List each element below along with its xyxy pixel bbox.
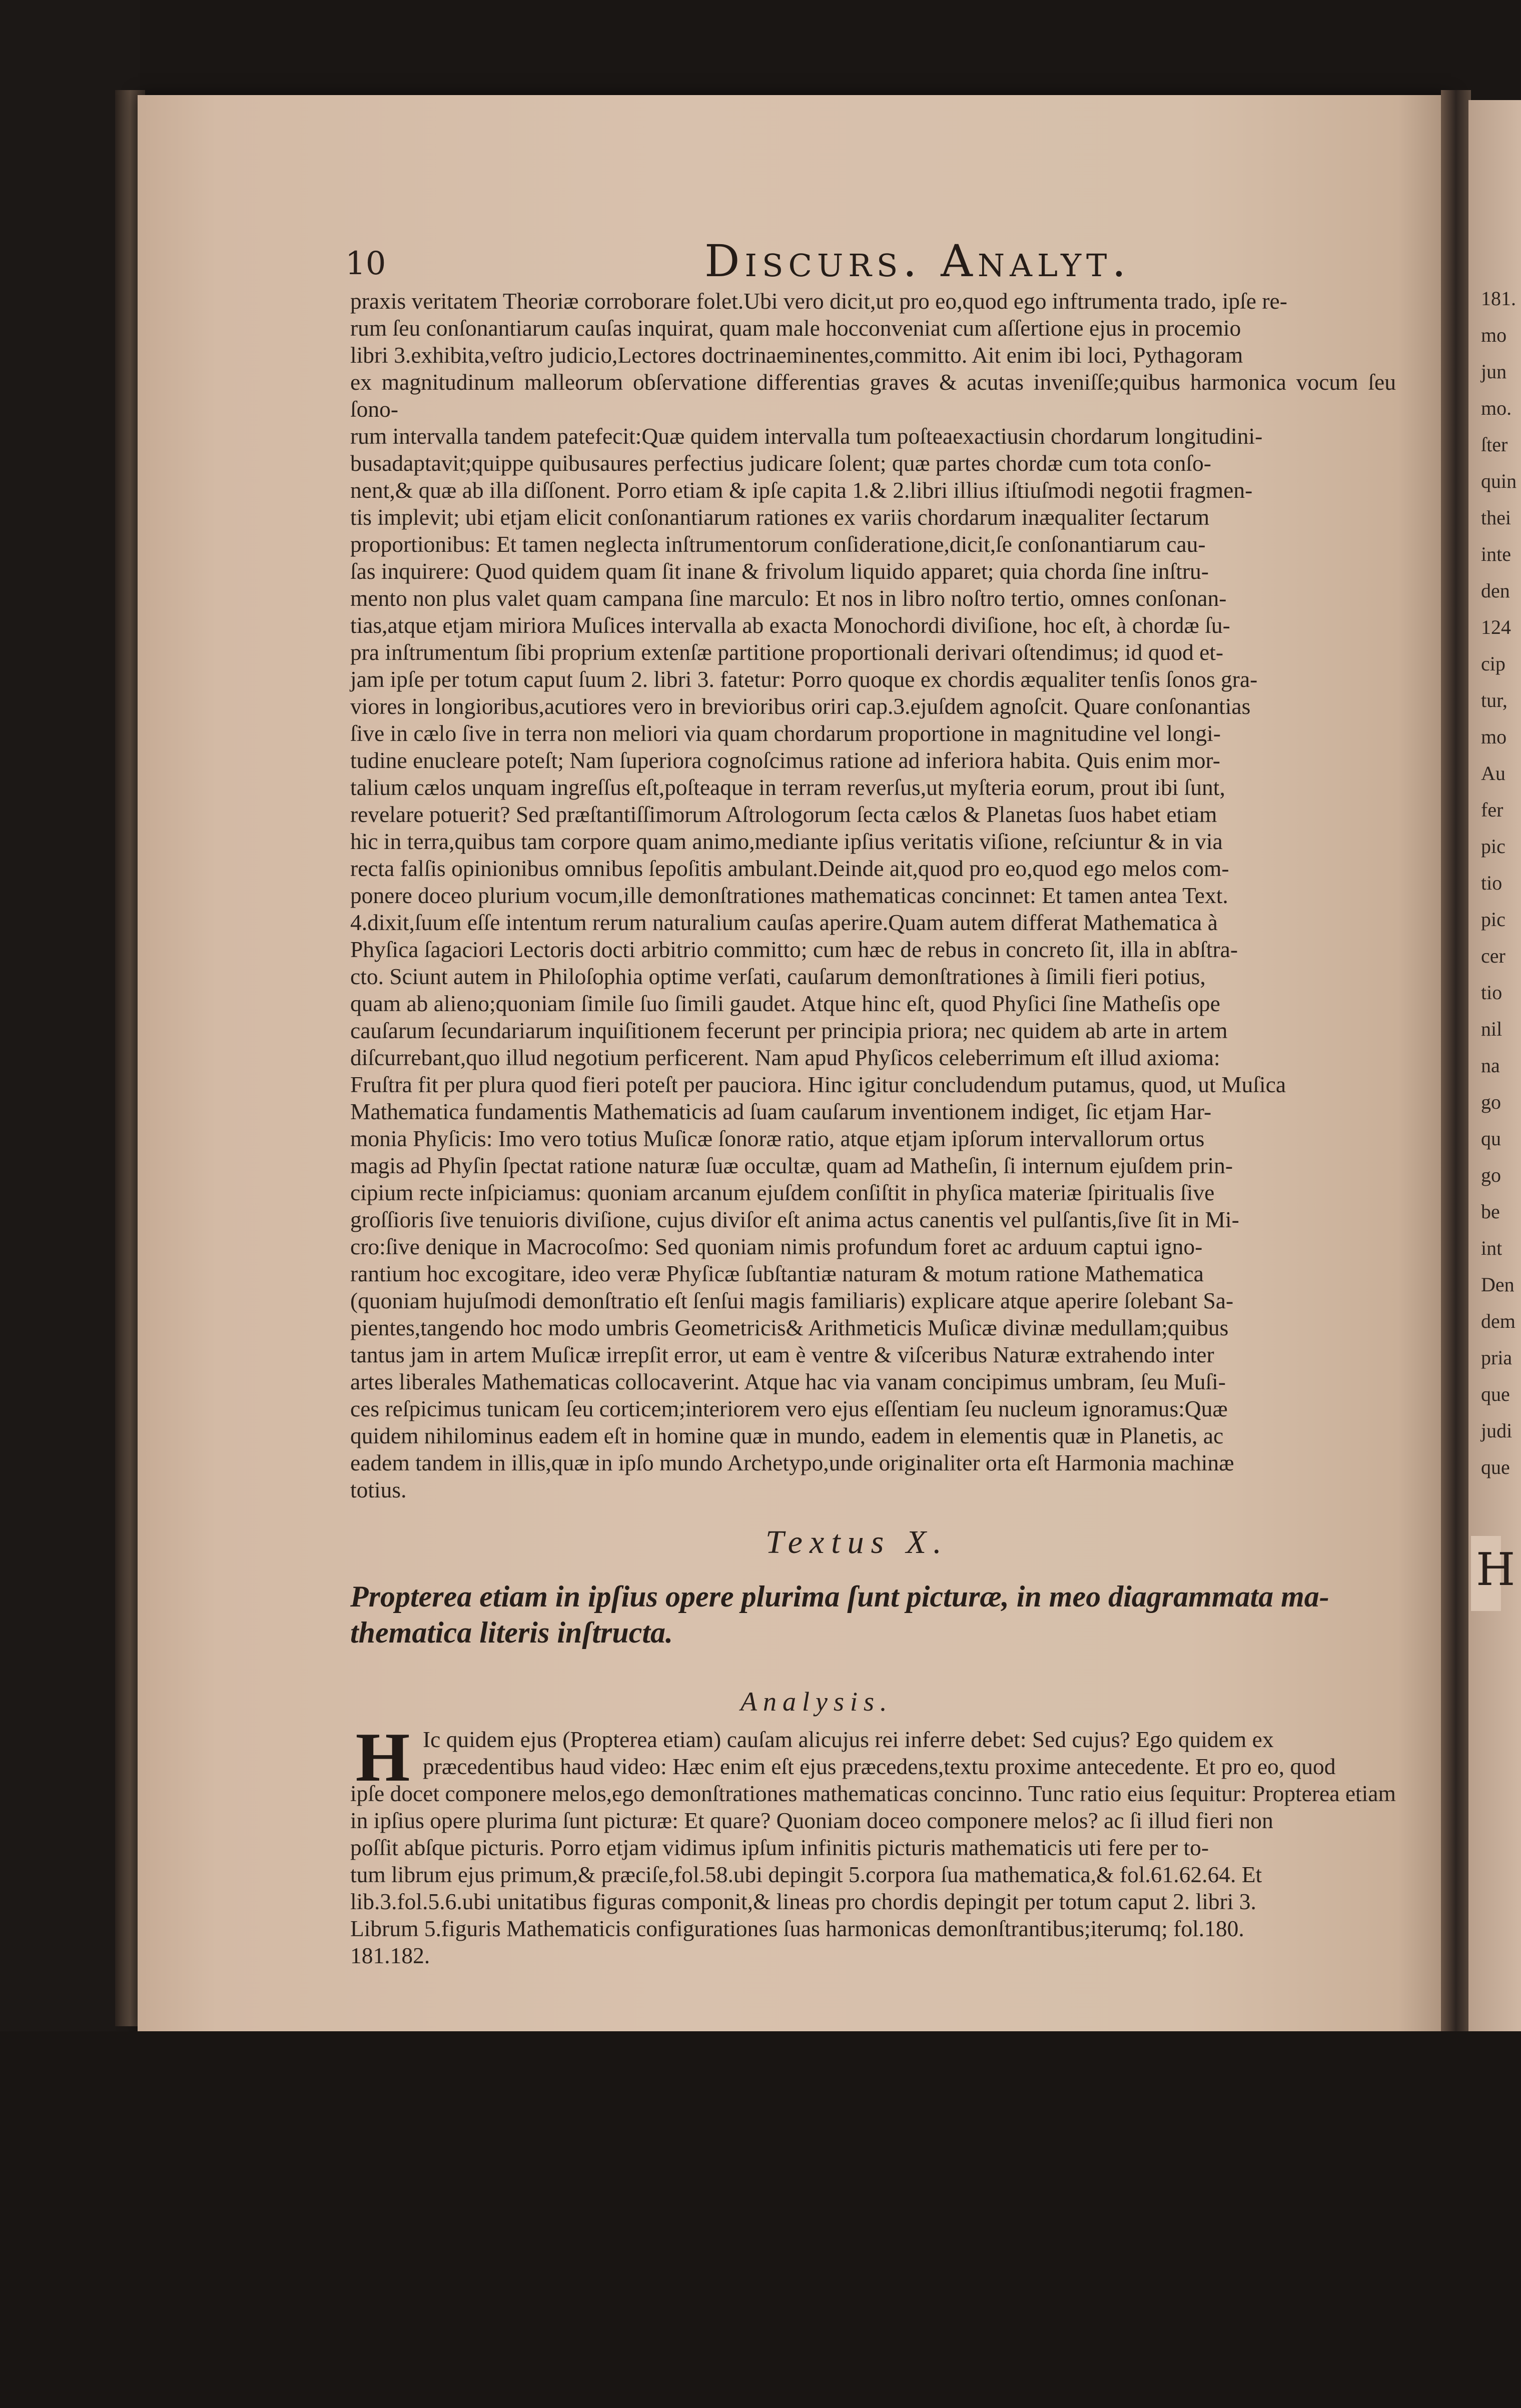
analysis-block <box>350 1719 1396 2006</box>
facing-page-initial: H <box>1476 1543 1515 1596</box>
book-gutter <box>1441 90 1471 2031</box>
analysis-first-lines: Ic quidem ejus (Propterea etiam) cauſam alicujus rei inferre debet: Sed cujus? Ego quidem ex præcedentibus haud video: Hæc enim eſt ejus præcedens,textu proxime antecedente. Et pro eo, quod <box>423 1727 1336 1779</box>
facing-page-margin-text: 181. mo jun mo. ſter quin thei inte den 124 cip tur, mo Au fer pic tio pic cer tio nil na go qu go be int Den dem pria que judi que <box>1481 287 1517 1478</box>
background-bottom <box>0 2031 1521 2408</box>
drop-cap-initial: H <box>355 1719 410 1796</box>
running-head: Discurs. Analyt. <box>704 235 1131 287</box>
analysis-title: Analysis. <box>740 1687 893 1717</box>
section-title: Textus X. <box>766 1524 949 1560</box>
analysis-body: ipſe docet componere melos,ego demonſtrationes mathematicas concinno. Tunc ratio eius ſequitur: Propterea etiam in ipſius opere plurima ſunt picturæ: Et quare? Quoniam doceo componere melos? ac ſi illud fieri non poſſit abſque picturis. Porro etjam vidimus ipſum infinitis picturis mathematicis uti fere per to- tum librum ejus primum,& præciſe,fol.58.ubi depingit 5.corpora ſua mathematica,& fol.61.62.64. Et lib.3.fol.5.6.ubi unitatibus figuras componit,& lineas pro chordis depingit per totum caput 2. libri 3. Librum 5.figuris Mathematicis configurationes ſuas harmonicas demonſtrantibus;iterumq; fol.180. 181.182. <box>350 1781 1396 1968</box>
page-number: 10 <box>345 245 386 282</box>
main-text-block: praxis veritatem Theoriæ corroborare folet.Ubi vero dicit,ut pro eo,quod ego inftrumenta trado, ipſe re- rum ſeu conſonantiarum cauſas inquirat, quam male hocconveniat cum aſſertione ejus in procemio libri 3.exhibita,veſtro judicio,Lectores doctrinaeminentes,committo. Ait enim ibi loci, Pythagoram ex magnitudinum malleorum obſervatione differentias graves & acutas inveniſſe;quibus harmonica vocum ſeu ſono- rum intervalla tandem patefecit:Quæ quidem intervalla tum poſteaexactiusin chordarum longitudini- busadaptavit;quippe quibusaures perfectius judicare ſolent; quæ partes chordæ cum tota conſo- nent,& quæ ab illa diſſonent. Porro etiam & ipſe capita 1.& 2.libri illius iſtiuſmodi negotii fragmen- tis implevit; ubi etjam elicit conſonantiarum rationes ex variis chordarum inæqualiter ſectarum proportionibus: Et tamen neglecta inſtrumentorum conſideratione,dicit,ſe conſonantiarum cau- ſas inquirere: Quod quidem quam ſit inane & frivolum liquido apparet; quia chorda ſine inſtru- mento non plus valet quam campana ſine marculo: Et nos in libro noſtro tertio, omnes conſonan- tias,atque etjam miriora Muſices intervalla ab exacta Monochordi diviſione, hoc eſt, à chordæ ſu- pra inſtrumentum ſibi proprium extenſæ partitione proportionali derivari oſtendimus; id quod et- jam ipſe per totum caput ſuum 2. libri 3. fatetur: Porro quoque ex chordis æqualiter tenſis ſonos gra- viores in longioribus,acutiores vero in brevioribus oriri cap.3.ejuſdem agnoſcit. Quare conſonantias ſive in cælo ſive in terra non meliori via quam chordarum proportione in magnitudine vel longi- tudine enucleare poteſt; Nam ſuperiora cognoſcimus ratione ad inferiora habita. Quis enim mor- talium cælos unquam ingreſſus eſt,poſteaque in terram reverſus,ut myſteria eorum, prout ibi ſunt, revelare potuerit? Sed præſtantiſſimorum Aſtrologorum ſecta cælos & Planetas ſuos habet etiam hic in terra,quibus tam corpore quam animo,mediante ipſius veritatis viſione, reſciuntur & in via recta falſis opinionibus omnibus ſepoſitis ambulant.Deinde ait,quod pro eo,quod ego melos com- ponere doceo plurium vocum,ille demonſtrationes mathematicas concinnet: Et tamen antea Text. 4.dixit,ſuum eſſe intentum rerum naturalium cauſas aperire.Quam autem differat Mathematica à Phyſica ſagaciori Lectoris docti arbitrio committo; cum hæc de rebus in concreto ſit, illa in abſtra- cto. Sciunt autem in Philoſophia optime verſati, cauſarum demonſtrationes à ſimili fieri potius, quam ab alieno;quoniam ſimile ſuo ſimili gaudet. Atque hinc eſt, quod Phyſici ſine Matheſis ope cauſarum ſecundariarum inquiſitionem fecerunt per principia priora; nec quidem ab arte in artem diſcurrebant,quo illud negotium perficerent. Nam apud Phyſicos celeberrimum eſt illud axioma: Fruſtra fit per plura quod fieri poteſt per pauciora. Hinc igitur concludendum putamus, quod, ut Muſica Mathematica fundamentis Mathematicis ad ſuam cauſarum inventionem indiget, ſic etjam Har- monia Phyſicis: Imo vero totius Muſicæ ſonoræ ratio, atque etjam ipſorum intervallorum ortus magis ad Phyſin ſpectat ratione naturæ ſuæ occultæ, quam ad Matheſin, ſi internum ejuſdem prin- cipium recte inſpiciamus: quoniam arcanum ejuſdem conſiſtit in phyſica materiæ ſpiritualis ſive groſſioris ſive tenuioris diviſione, cujus diviſor eſt anima actus canentis vel pulſantis,ſive ſit in Mi- cro:ſive denique in Macrocoſmo: Sed quoniam nimis profundum foret ac arduum captui igno- rantium hoc excogitare, ideo veræ Phyſicæ ſubſtantiæ naturam & motum ratione Mathematica (quoniam hujuſmodi demonſtratio eſt ſenſui magis familiaris) explicare atque aperire ſolebant Sa- pientes,tangendo hoc modo umbris Geometricis& Arithmeticis Muſicæ divinæ medullam;quibus tantus jam in artem Muſicæ irrepſit error, ut eam è ventre & viſceribus Naturæ extrahendo inter artes liberales Mathematicas collocaverint. Atque hac via vanam concipimus umbram, ſeu Muſi- ces reſpicimus tunicam ſeu corticem;interiorem vero ejus eſſentiam ſeu nucleum ignoramus:Quæ quidem nihilominus eadem eſt in homine quæ in mundo, eadem in elementis quæ in Planetis, ac eadem tandem in illis,quæ in ipſo mundo Archetypo,unde originaliter orta eſt Harmonia machinæ totius. <box>350 288 1396 1502</box>
quoted-text: Propterea etiam in ipſius opere plurima ſunt picturæ, in meo diagrammata ma- thematica literis inſtructa. <box>350 1580 1329 1649</box>
